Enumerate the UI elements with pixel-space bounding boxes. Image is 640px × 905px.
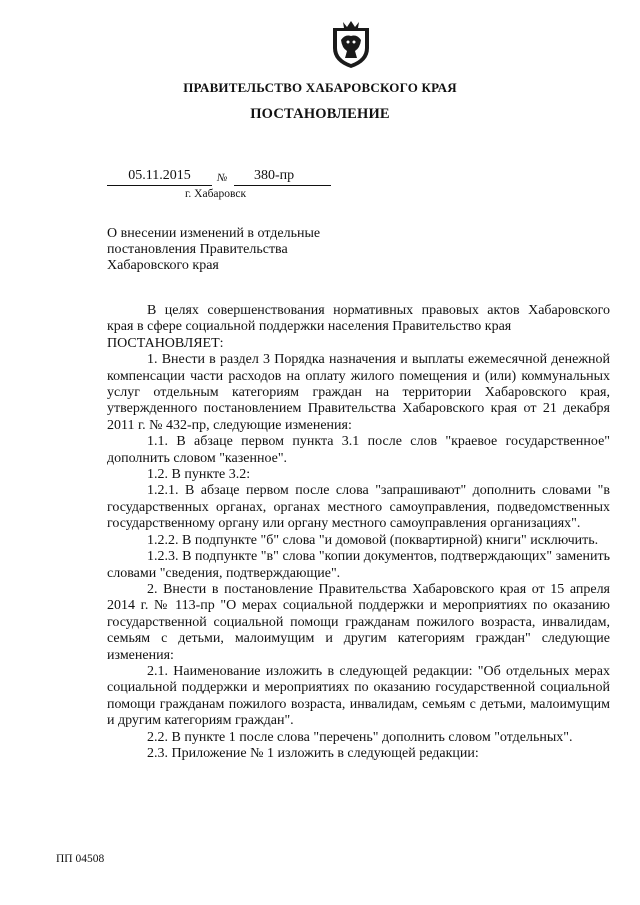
number-sign: № [217, 172, 228, 184]
body-paragraph: 2.1. Наименование изложить в следующей редакции: "Об отдельных мерах социальной поддержки и мероприятиях по оказанию государственной социальной помощи гражданам пожилого возраста, инвалидам, семьям с детьми, малоимущим и другим категориям граждан". [107, 663, 610, 729]
body-paragraph: 2.2. В пункте 1 после слова "перечень" дополнить словом "отдельных". [147, 729, 573, 745]
coat-of-arms-emblem [327, 18, 375, 70]
body-paragraph: 1.2. В пункте 3.2: [147, 467, 251, 483]
document-code: ПП 04508 [56, 853, 105, 865]
document-number: 380-пр [234, 168, 331, 186]
body-paragraph: 1.2.2. В подпункте "б" слова "и домовой (поквартирной) книги" исключить. [147, 532, 599, 548]
document-type: ПОСТАНОВЛЕНИЕ [250, 106, 390, 122]
document-date: 05.11.2015 [107, 168, 212, 186]
body-paragraph: 2.3. Приложение № 1 изложить в следующей редакции: [147, 745, 479, 761]
city-label: г. Хабаровск [185, 188, 247, 200]
body-paragraph: В целях совершенствования нормативных правовых актов Хабаровского края в сфере социальной поддержки населения Правительство края [107, 303, 610, 335]
body-paragraph: 1.2.1. В абзаце первом после слова "запрашивают" дополнить словами "в государственных органах, органах местного самоуправления, подведомственных государственному органу или органу местного самоуправления организациях". [107, 483, 610, 532]
body-paragraph: 1. Внести в раздел 3 Порядка назначения и выплаты ежемесячной денежной компенсации части расходов на оплату жилого помещения и (или) коммунальных услуг отдельным категориям граждан на территории Хабаровского края, утвержденного постановлением Правительства Хабаровского края от 21 декабря 2011 г. № 432-пр, следующие изменения: [107, 352, 610, 433]
body-paragraph: 1.1. В абзаце первом пункта 3.1 после слов "краевое государственное" дополнить словом "казенное". [107, 434, 610, 466]
government-title: ПРАВИТЕЛЬСТВО ХАБАРОВСКОГО КРАЯ [183, 80, 457, 95]
document-subject: О внесении изменений в отдельные постановления Правительства Хабаровского края [107, 226, 321, 273]
document-body [107, 303, 610, 762]
body-paragraph: 1.2.3. В подпункте "в" слова "копии документов, подтверждающих" заменить словами "сведения, подтверждающие". [107, 549, 610, 581]
body-paragraph: ПОСТАНОВЛЯЕТ: [107, 335, 224, 351]
body-paragraph: 2. Внести в постановление Правительства Хабаровского края от 15 апреля 2014 г. № 113-пр "О мерах социальной поддержки и мероприятиях по оказанию государственной социальной помощи гражданам пожилого возраста, инвалидам, семьям с детьми, малоимущим и другим категориям граждан" следующие изменения: [107, 581, 610, 663]
